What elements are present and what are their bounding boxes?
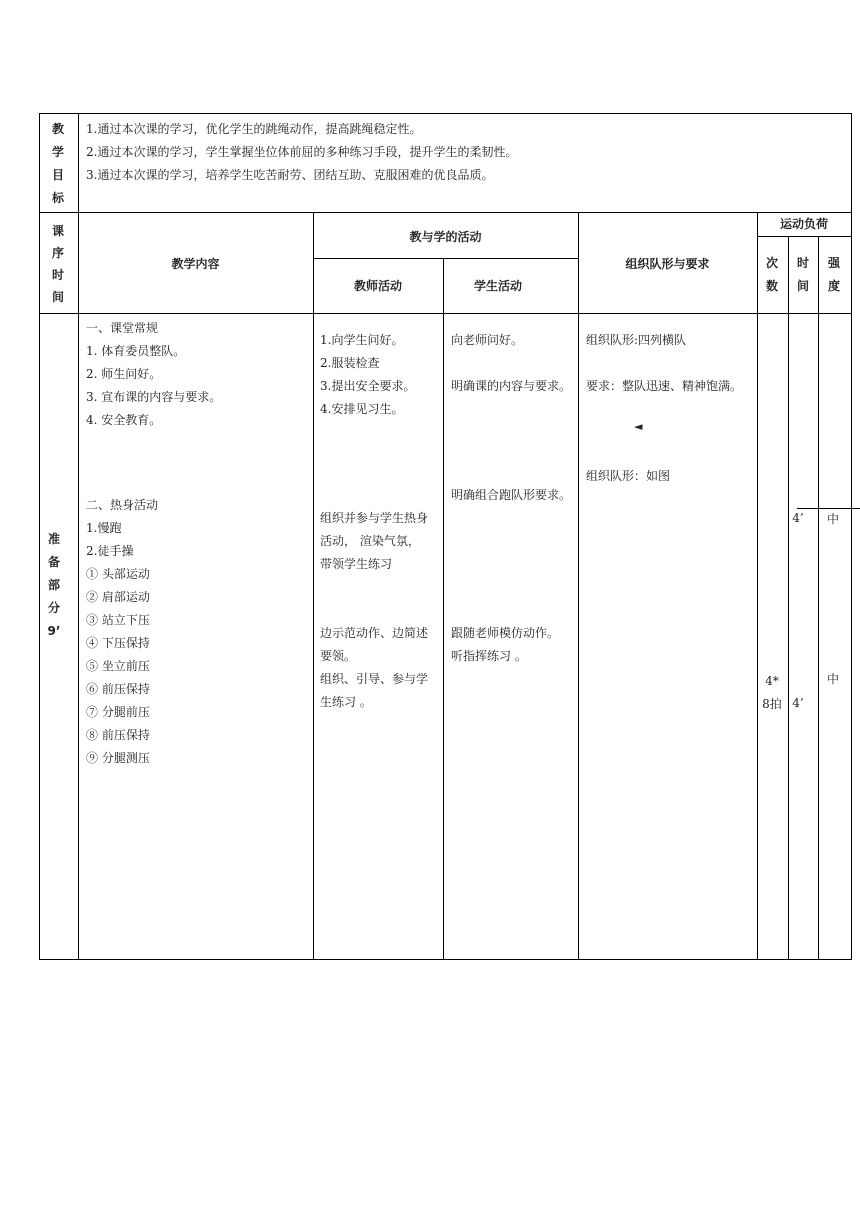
header-teacher-activity: 教师活动 xyxy=(353,279,402,293)
formation-diagram-label: 组织队形：如图 xyxy=(586,469,671,483)
header-duration: 时间 xyxy=(796,256,809,293)
col-border-3 xyxy=(443,258,444,960)
content-line: 2.徒手操 xyxy=(86,544,134,558)
content-line: ③ 站立下压 xyxy=(86,613,150,627)
activity-sub-border xyxy=(313,258,578,259)
table-left-border xyxy=(39,113,40,960)
content-line: ⑨ 分腿测压 xyxy=(86,751,150,765)
teacher-line: 边示范动作、边简述 xyxy=(320,626,429,640)
teacher-line: 带领学生练习 xyxy=(320,557,393,571)
table-top-border xyxy=(39,113,851,114)
content-line: 4. 安全教育。 xyxy=(86,413,162,427)
table-right-border xyxy=(851,113,852,960)
duration-value-2: 4’ xyxy=(792,696,804,710)
student-line: 向老师问好。 xyxy=(451,333,524,347)
content-line: 一、课堂常规 xyxy=(86,321,159,335)
content-line: 二、热身活动 xyxy=(86,498,159,512)
objectives-bottom-border xyxy=(39,212,851,213)
intensity-value-1: 中 xyxy=(826,512,839,526)
header-content: 教学内容 xyxy=(171,257,220,271)
content-line: ⑦ 分腿前压 xyxy=(86,705,150,719)
teacher-line: 要领。 xyxy=(320,649,357,663)
student-line: 跟随老师模仿动作。 xyxy=(451,626,560,640)
col-border-4 xyxy=(578,212,579,960)
student-line: 明确课的内容与要求。 xyxy=(451,379,572,393)
formation-line: 组织队形:四列横队 xyxy=(586,333,687,347)
teacher-line: 3.提出安全要求。 xyxy=(320,379,416,393)
objectives-label: 教学目标 xyxy=(51,122,64,205)
student-line: 听指挥练习 。 xyxy=(451,649,527,663)
header-bottom-border xyxy=(39,313,851,314)
formation-requirement: 要求：整队迅速、精神饱满。 xyxy=(586,379,743,393)
teacher-line: 1.向学生问好。 xyxy=(320,333,404,347)
objective-item-2: 2.通过本次课的学习，学生掌握坐位体前屈的多种练习手段，提升学生的柔韧性。 xyxy=(86,145,518,159)
header-times: 次数 xyxy=(765,256,778,293)
formation-arrow-icon: ◄ xyxy=(634,420,643,433)
teacher-line: 4.安排见习生。 xyxy=(320,402,404,416)
header-formation: 组织队形与要求 xyxy=(625,257,710,271)
teacher-line: 组织、引导、参与学 xyxy=(320,672,429,686)
header-load: 运动负荷 xyxy=(779,217,828,231)
header-activity: 教与学的活动 xyxy=(409,230,482,244)
student-line: 明确组合跑队形要求。 xyxy=(451,488,572,502)
content-line: ⑧ 前压保持 xyxy=(86,728,150,742)
content-line: 3. 宣布课的内容与要求。 xyxy=(86,390,222,404)
col-border-5 xyxy=(757,212,758,960)
teacher-line: 组织并参与学生热身 xyxy=(320,511,429,525)
content-line: 1. 体育委员整队。 xyxy=(86,344,186,358)
header-intensity: 强度 xyxy=(827,256,840,293)
teacher-line: 生练习 。 xyxy=(320,695,372,709)
content-line: ⑥ 前压保持 xyxy=(86,682,150,696)
content-line: ④ 下压保持 xyxy=(86,636,150,650)
content-line: ② 肩部运动 xyxy=(86,590,150,604)
col-border-1 xyxy=(78,113,79,960)
teacher-line: 活动， 渲染气氛， xyxy=(320,534,420,548)
section-name: 准备部分9’ xyxy=(47,532,61,638)
col-border-7 xyxy=(818,236,819,960)
content-line: ⑤ 坐立前压 xyxy=(86,659,150,673)
content-line: 1.慢跑 xyxy=(86,521,122,535)
content-line: ① 头部运动 xyxy=(86,567,150,581)
load-sub-border xyxy=(757,236,851,237)
table-bottom-border xyxy=(39,959,851,960)
col-border-2 xyxy=(313,212,314,960)
objective-item-1: 1.通过本次课的学习，优化学生的跳绳动作，提高跳绳稳定性。 xyxy=(86,122,422,136)
content-line: 2. 师生问好。 xyxy=(86,367,162,381)
teacher-line: 2.服装检查 xyxy=(320,356,380,370)
times-value: 4*8拍 xyxy=(762,674,782,711)
header-student-activity: 学生活动 xyxy=(473,279,522,293)
objective-item-3: 3.通过本次课的学习，培养学生吃苦耐劳、团结互助、克服困难的优良品质。 xyxy=(86,168,494,182)
duration-value-1: 4’ xyxy=(792,511,804,525)
col-border-6 xyxy=(788,236,789,960)
header-order-time: 课序时间 xyxy=(51,224,64,304)
intensity-value-2: 中 xyxy=(826,672,839,686)
